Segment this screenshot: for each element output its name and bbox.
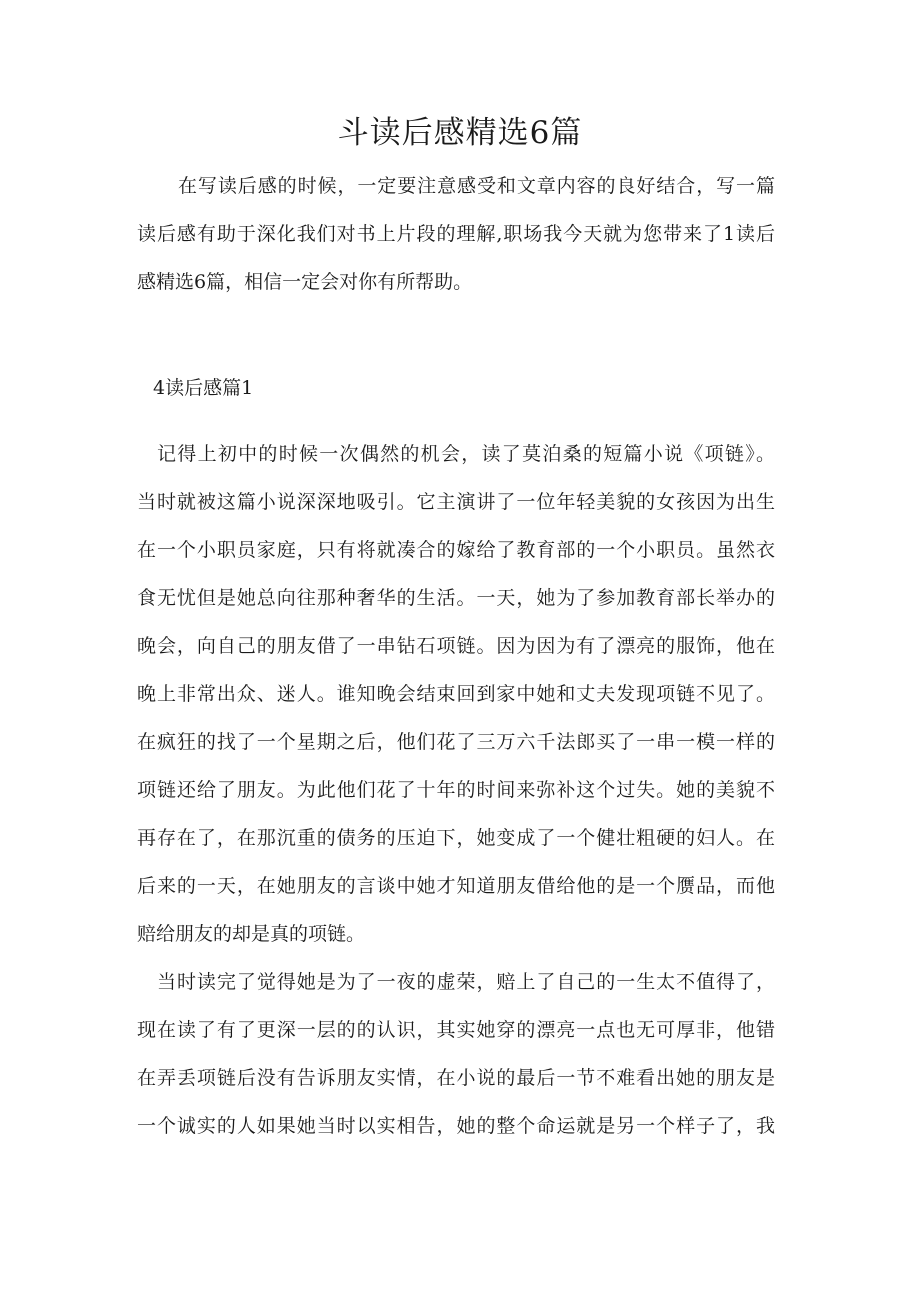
paragraph1-line-10: 后来的一天，在她朋友的言谈中她才知道朋友借给他的是一个赝品，而他 [137, 875, 775, 897]
paragraph1-line-6: 晚上非常出众、迷人。谁知晚会结束回到家中她和丈夫发现项链不见了。 [137, 683, 775, 705]
paragraph1-line-5: 晚会，向自己的朋友借了一串钻石项链。因为因为有了漂亮的服饰，他在 [137, 635, 775, 657]
paragraph1-line-11: 赔给朋友的却是真的项链。 [137, 923, 366, 945]
paragraph2-line-3: 在弄丢项链后没有告诉朋友实情，在小说的最后一节不难看出她的朋友是 [137, 1067, 775, 1089]
section-heading: 4读后感篇1 [153, 377, 254, 399]
paragraph1-line-3: 在一个小职员家庭，只有将就凑合的嫁给了教育部的一个小职员。虽然衣 [137, 539, 775, 561]
paragraph1-line-1: 记得上初中的时候一次偶然的机会，读了莫泊桑的短篇小说《项链》。 [157, 443, 775, 465]
paragraph2-line-1: 当时读完了觉得她是为了一夜的虚荣，赔上了自己的一生太不值得了， [157, 971, 775, 993]
document-title: 斗读后感精选6篇 [337, 115, 583, 151]
paragraph2-line-2: 现在读了有了更深一层的的认识，其实她穿的漂亮一点也无可厚非，他错 [137, 1019, 775, 1041]
paragraph1-line-7: 在疯狂的找了一个星期之后，他们花了三万六千法郎买了一串一模一样的 [137, 731, 775, 753]
intro-line-3: 感精选6篇，相信一定会对你有所帮助。 [137, 271, 473, 293]
intro-line-2: 读后感有助于深化我们对书上片段的理解,职场我今天就为您带来了1读后 [137, 223, 775, 245]
paragraph1-line-9: 再存在了，在那沉重的债务的压迫下，她变成了一个健壮粗硬的妇人。在 [137, 827, 775, 849]
intro-line-1: 在写读后感的时候，一定要注意感受和文章内容的良好结合，写一篇 [178, 175, 775, 197]
paragraph1-line-4: 食无忧但是她总向往那种奢华的生活。一天，她为了参加教育部长举办的 [137, 587, 775, 609]
paragraph1-line-8: 项链还给了朋友。为此他们花了十年的时间来弥补这个过失。她的美貌不 [137, 779, 775, 801]
paragraph1-line-2: 当时就被这篇小说深深地吸引。它主演讲了一位年轻美貌的女孩因为出生 [137, 491, 775, 513]
paragraph2-line-4: 一个诚实的人如果她当时以实相告，她的整个命运就是另一个样子了，我 [137, 1115, 775, 1137]
